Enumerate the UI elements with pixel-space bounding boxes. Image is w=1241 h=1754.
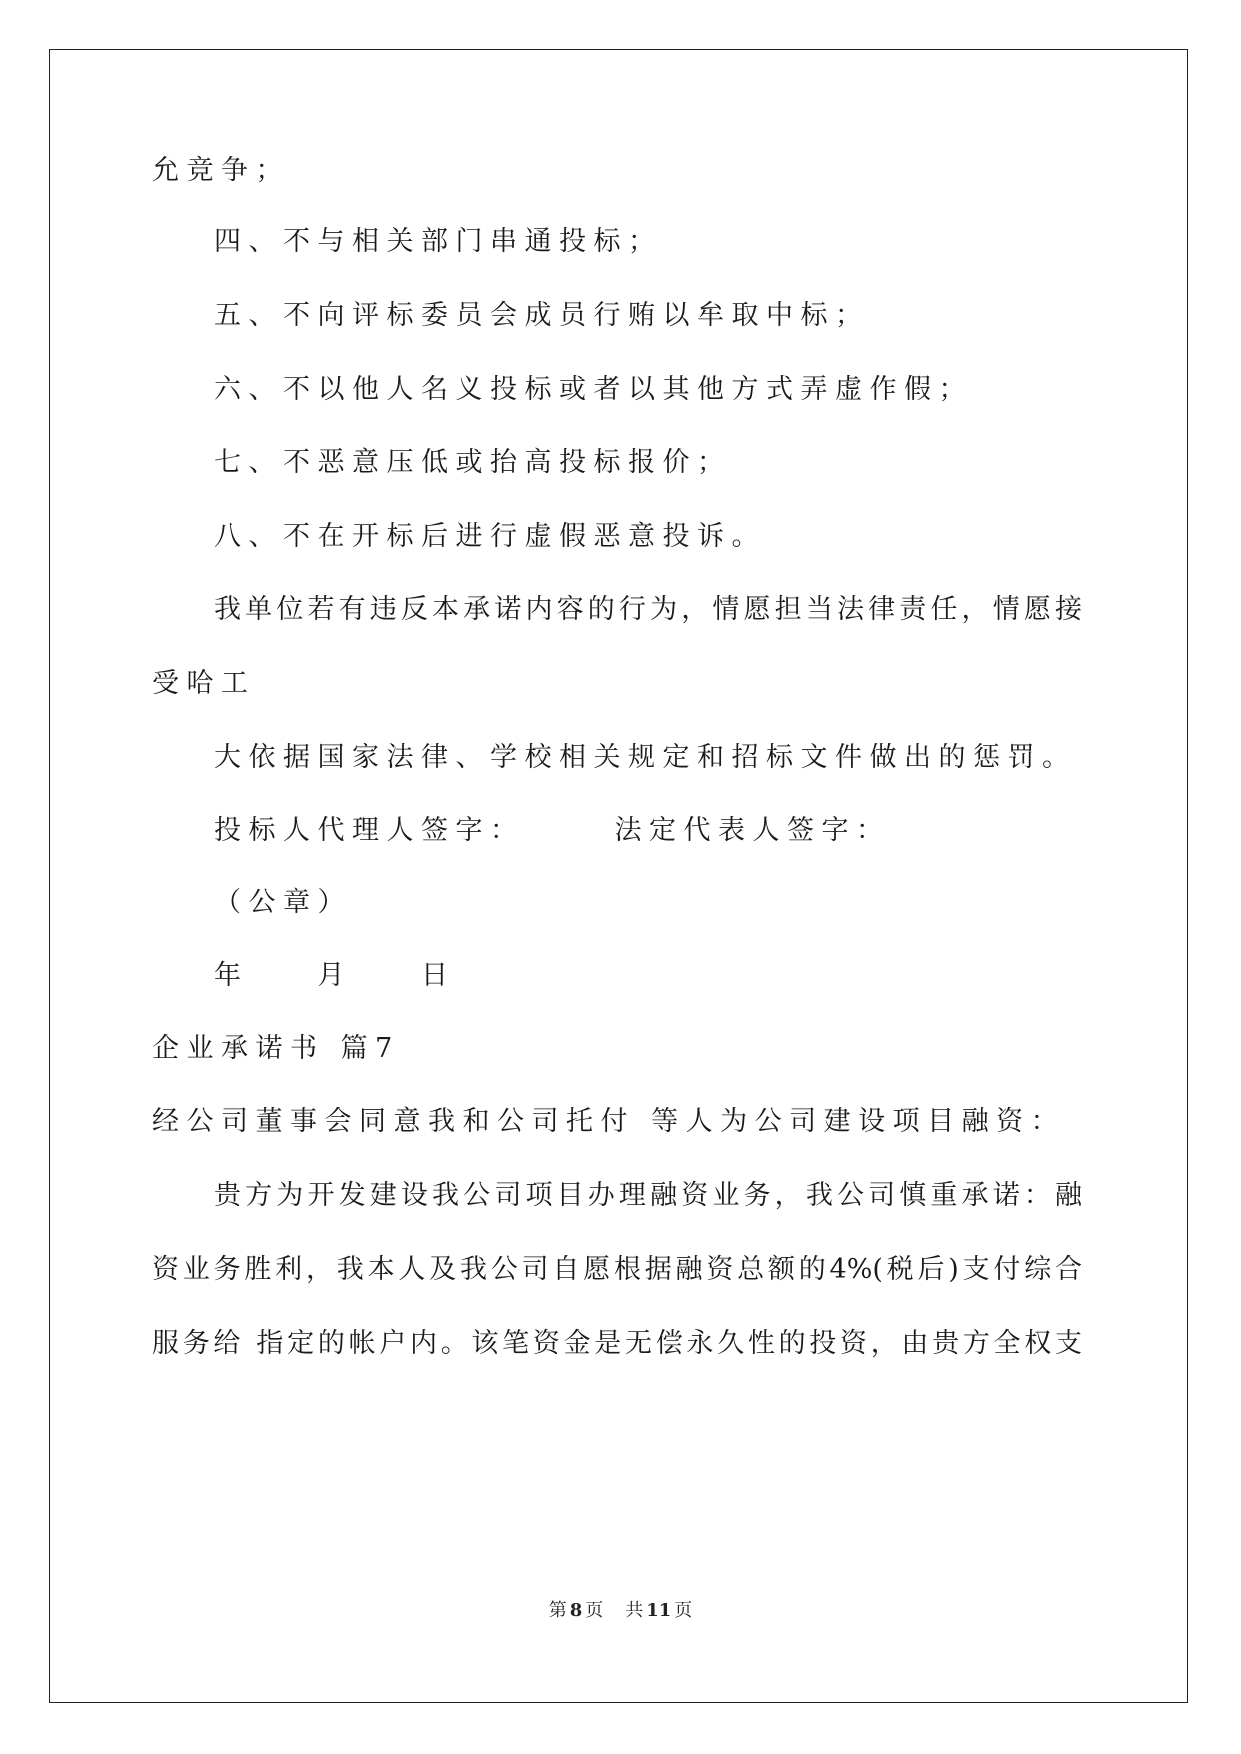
footer-page-number: 8 bbox=[569, 1600, 583, 1621]
footer-total-prefix: 共 bbox=[625, 1600, 644, 1621]
text-line: 八、不在开标后进行虚假恶意投诉。 bbox=[214, 521, 766, 552]
footer-page-prefix: 第 bbox=[548, 1600, 567, 1621]
text-line: 允竞争； bbox=[152, 155, 290, 186]
text-line: 服务给 指定的帐户内。该笔资金是无偿永久性的投资，由贵方全权支 bbox=[152, 1328, 1082, 1359]
page-footer bbox=[0, 1600, 1241, 1622]
text-line: 五、不向评标委员会成员行贿以牟取中标； bbox=[214, 300, 870, 331]
footer-total-number: 11 bbox=[646, 1600, 672, 1621]
text-line: 四、不与相关部门串通投标； bbox=[214, 226, 663, 257]
text-line: 六、不以他人名义投标或者以其他方式弄虚作假； bbox=[214, 374, 973, 405]
seal-line: （公章） bbox=[214, 887, 352, 918]
text-line: 大依据国家法律、学校相关规定和招标文件做出的惩罚。 bbox=[214, 742, 1077, 773]
signature-line: 投标人代理人签字： 法定代表人签字： bbox=[214, 815, 891, 846]
section-heading: 企业承诺书 篇7 bbox=[152, 1033, 400, 1064]
date-line: 年 月 日 bbox=[214, 960, 456, 991]
footer-page-suffix: 页 bbox=[585, 1600, 604, 1621]
text-line: 资业务胜利，我本人及我公司自愿根据融资总额的4%(税后)支付综合 bbox=[152, 1254, 1082, 1285]
text-line: 贵方为开发建设我公司项目办理融资业务，我公司慎重承诺：融 bbox=[214, 1180, 1082, 1211]
footer-total-suffix: 页 bbox=[674, 1600, 693, 1621]
text-line: 我单位若有违反本承诺内容的行为，情愿担当法律责任，情愿接 bbox=[214, 594, 1082, 625]
text-line: 经公司董事会同意我和公司托付 等人为公司建设项目融资： bbox=[152, 1106, 1066, 1137]
text-line: 受哈工 bbox=[152, 668, 256, 699]
page-border bbox=[49, 49, 1188, 1703]
text-line: 七、不恶意压低或抬高投标报价； bbox=[214, 447, 732, 478]
